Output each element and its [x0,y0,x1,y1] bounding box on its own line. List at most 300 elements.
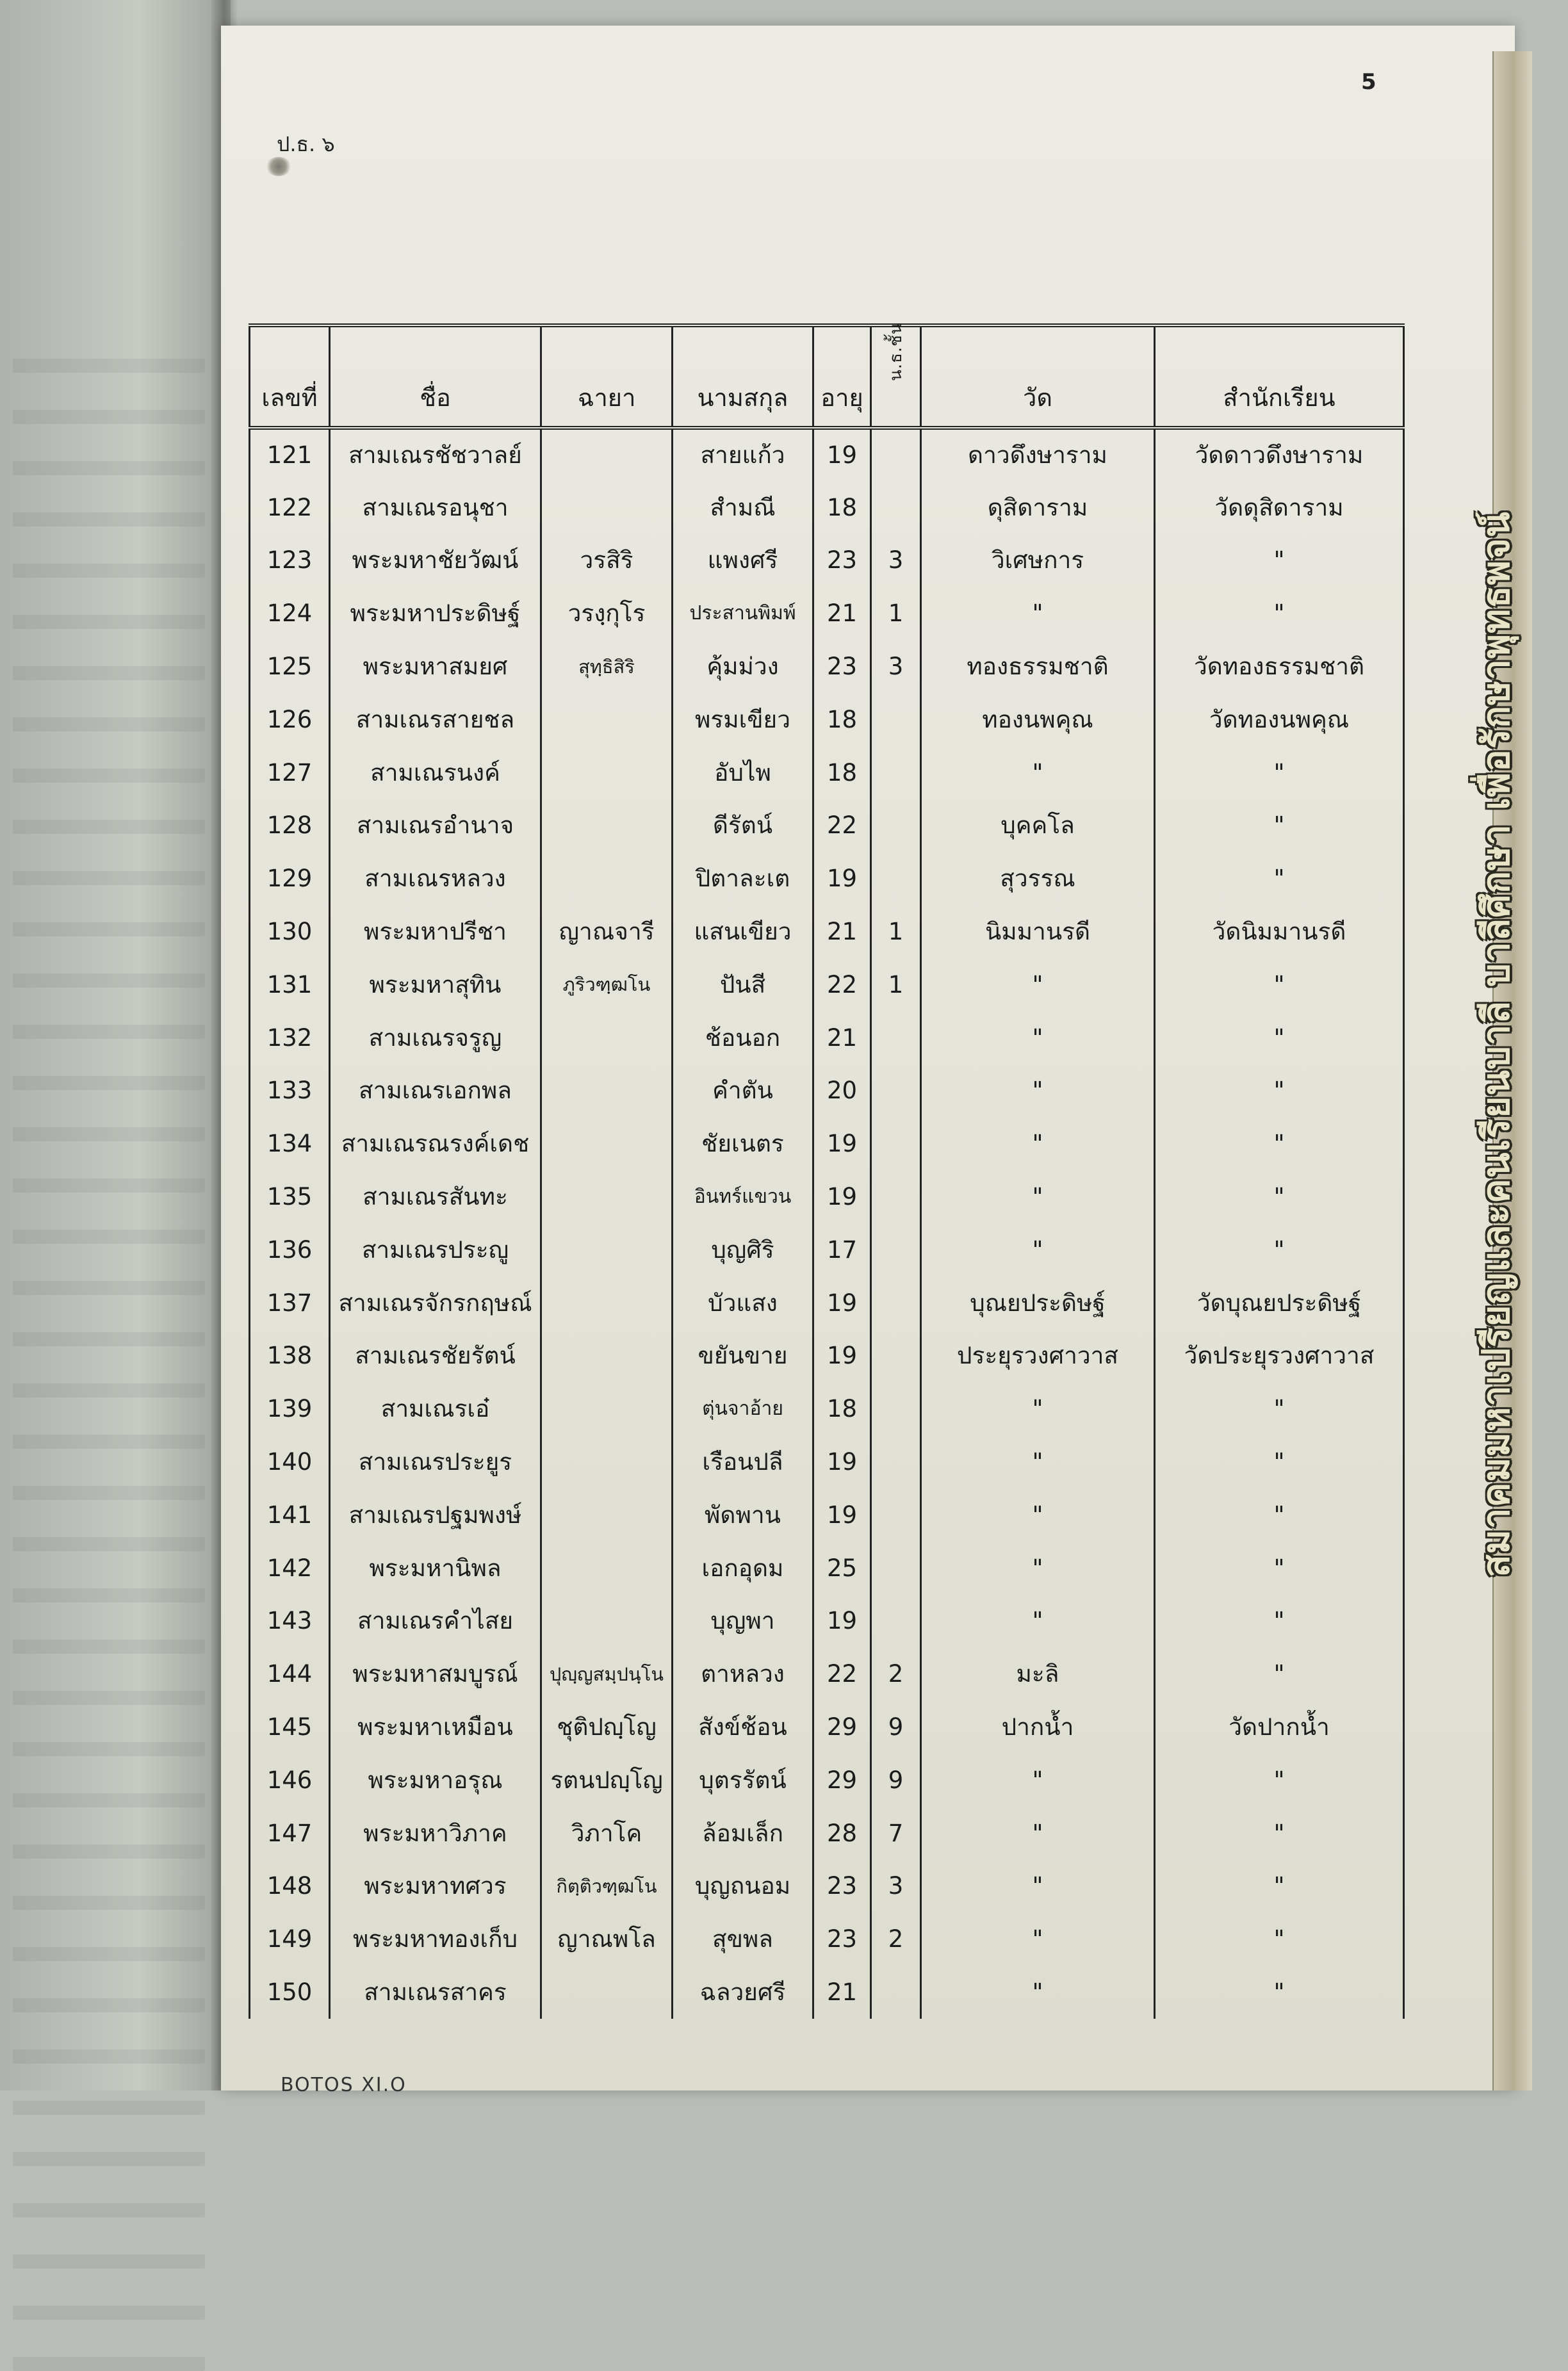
row-school: " [1155,1011,1404,1064]
row-nk-level [871,799,921,852]
row-age: 28 [813,1807,871,1860]
table-row [250,534,1404,587]
row-wat: " [921,1064,1155,1118]
row-number: 130 [250,905,330,958]
row-age: 22 [813,1647,871,1700]
header-age: อายุ [813,325,871,428]
row-wat: สุวรรณ [921,852,1155,905]
punch-hole-mark [266,157,291,176]
row-age: 21 [813,1966,871,2019]
row-surname: สุขพล [673,1912,813,1966]
row-wat: " [921,958,1155,1011]
facing-page-ghost-line [13,1230,205,1244]
row-name: สามเณรอนุชา [330,481,541,534]
results-table [249,323,1405,2019]
row-wat: " [921,1807,1155,1860]
facing-page-ghost-line [13,1383,205,1397]
row-nk-level: 1 [871,958,921,1011]
table-row [250,746,1404,799]
facing-page-ghost-line [13,2101,205,2115]
row-number: 124 [250,587,330,640]
row-chaya: สุทฺธิสิริ [541,640,673,693]
facing-page-ghost-line [13,1178,205,1193]
table-row [250,640,1404,693]
row-chaya: ชุติปญฺโญ [541,1700,673,1754]
table-row [250,852,1404,905]
row-nk-level: 2 [871,1912,921,1966]
row-surname: พรมเขียว [673,693,813,746]
facing-page-ghost-line [13,2152,205,2166]
row-number: 137 [250,1276,330,1330]
header-nk-level: น.ธ.ชั้น [871,325,921,428]
table-row [250,481,1404,534]
row-nk-level [871,1966,921,2019]
row-surname: บุญพา [673,1595,813,1648]
row-surname: ล้อมเล็ก [673,1807,813,1860]
table-row [250,1542,1404,1595]
facing-page-ghost-line [13,922,205,936]
row-number: 140 [250,1435,330,1488]
row-chaya [541,1117,673,1170]
row-chaya [541,1382,673,1435]
row-age: 18 [813,746,871,799]
header-name: ชื่อ [330,325,541,428]
row-name: สามเณรนงค์ [330,746,541,799]
row-school: วัดทองนพคุณ [1155,693,1404,746]
facing-page-ghost-line [13,461,205,475]
row-wat: " [921,1912,1155,1966]
row-surname: ตาหลวง [673,1647,813,1700]
row-surname: ตุ่นจาอ้าย [673,1382,813,1435]
row-school: " [1155,1807,1404,1860]
row-school: " [1155,746,1404,799]
row-name: สามเณรอำนาจ [330,799,541,852]
row-number: 146 [250,1754,330,1807]
row-name: สามเณรประญู [330,1223,541,1276]
row-wat: " [921,1860,1155,1913]
row-number: 128 [250,799,330,852]
row-school: " [1155,1170,1404,1223]
row-number: 131 [250,958,330,1011]
row-chaya [541,1595,673,1648]
row-chaya [541,693,673,746]
row-chaya [541,1223,673,1276]
row-name: พระมหาทศวร [330,1860,541,1913]
row-nk-level: 1 [871,587,921,640]
row-nk-level: 3 [871,534,921,587]
row-school: " [1155,1860,1404,1913]
table-row [250,1912,1404,1966]
facing-page-ghost-line [13,1640,205,1654]
row-age: 25 [813,1542,871,1595]
facing-page-ghost-line [13,666,205,680]
row-chaya: ญาณพโล [541,1912,673,1966]
facing-page-ghost-line [13,974,205,988]
row-wat: ทองธรรมชาติ [921,640,1155,693]
facing-page-ghost-line [13,1691,205,1705]
table-row [250,1807,1404,1860]
row-name: สามเณรเอกพล [330,1064,541,1118]
row-nk-level [871,852,921,905]
row-number: 126 [250,693,330,746]
row-nk-level [871,1117,921,1170]
table-row [250,587,1404,640]
facing-page-ghost-line [13,1998,205,2012]
table-row [250,1223,1404,1276]
row-nk-level [871,693,921,746]
row-nk-level [871,1595,921,1648]
row-name: พระมหาปรีชา [330,905,541,958]
row-chaya: วรสิริ [541,534,673,587]
row-school: วัดนิมมานรดี [1155,905,1404,958]
row-age: 23 [813,640,871,693]
row-age: 21 [813,1011,871,1064]
row-school: วัดทองธรรมชาติ [1155,640,1404,693]
row-chaya [541,746,673,799]
row-name: สามเณรเอ๋ [330,1382,541,1435]
row-surname: บุตรรัตน์ [673,1754,813,1807]
row-number: 121 [250,428,330,481]
facing-page-ghost-line [13,1281,205,1295]
row-age: 19 [813,1595,871,1648]
table-row [250,799,1404,852]
row-name: สามเณรประยูร [330,1435,541,1488]
row-chaya [541,428,673,481]
row-school: วัดปากน้ำ [1155,1700,1404,1754]
row-nk-level: 9 [871,1754,921,1807]
facing-page-ghost-line [13,1486,205,1500]
row-age: 18 [813,1382,871,1435]
row-number: 144 [250,1647,330,1700]
row-age: 22 [813,799,871,852]
row-age: 22 [813,958,871,1011]
row-name: พระมหานิพล [330,1542,541,1595]
table-row [250,1330,1404,1383]
facing-page-ghost-line [13,615,205,629]
facing-page-ghost-line [13,820,205,834]
row-surname: พัดพาน [673,1488,813,1542]
row-surname: คำตัน [673,1064,813,1118]
facing-page-ghost-line [13,2049,205,2064]
row-wat: " [921,1170,1155,1223]
row-chaya: วรงฺกุโร [541,587,673,640]
facing-page-ghost-line [13,2203,205,2217]
row-number: 139 [250,1382,330,1435]
row-surname: ปันสี [673,958,813,1011]
facing-page-ghost-line [13,1435,205,1449]
row-surname: บุญศิริ [673,1223,813,1276]
row-age: 19 [813,1330,871,1383]
row-school: " [1155,1117,1404,1170]
row-wat: วิเศษการ [921,534,1155,587]
row-school: " [1155,1966,1404,2019]
facing-page-ghost-line [13,512,205,526]
row-nk-level: 9 [871,1700,921,1754]
row-school: วัดดุสิดาราม [1155,481,1404,534]
row-school: " [1155,1488,1404,1542]
table-row [250,1700,1404,1754]
row-surname: สังข์ช้อน [673,1700,813,1754]
row-wat: " [921,1966,1155,2019]
row-nk-level [871,481,921,534]
row-chaya [541,1011,673,1064]
table-row [250,1488,1404,1542]
row-nk-level [871,1488,921,1542]
row-name: สามเณรชัชวาลย์ [330,428,541,481]
row-school: " [1155,799,1404,852]
row-school: " [1155,1912,1404,1966]
row-school: " [1155,1382,1404,1435]
row-school: " [1155,1754,1404,1807]
table-row [250,958,1404,1011]
row-wat: " [921,587,1155,640]
row-school: " [1155,1064,1404,1118]
table-row [250,1595,1404,1648]
table-row [250,1860,1404,1913]
row-school: " [1155,958,1404,1011]
row-age: 19 [813,1488,871,1542]
facing-page-ghost-line [13,1947,205,1961]
header-chaya: ฉายา [541,325,673,428]
row-name: พระมหาเหมือน [330,1700,541,1754]
row-number: 138 [250,1330,330,1383]
row-surname: แพงศรี [673,534,813,587]
facing-page-ghost-line [13,564,205,578]
row-number: 149 [250,1912,330,1966]
row-nk-level [871,746,921,799]
row-nk-level [871,1330,921,1383]
row-chaya: ภูริวฑฺฒโน [541,958,673,1011]
row-surname: บุญถนอม [673,1860,813,1913]
table-row [250,693,1404,746]
row-name: สามเณรสาคร [330,1966,541,2019]
row-school: " [1155,1223,1404,1276]
row-chaya [541,852,673,905]
row-chaya: กิตฺติวฑฺฒโน [541,1860,673,1913]
row-name: พระมหาสมยศ [330,640,541,693]
table-row [250,1170,1404,1223]
row-name: สามเณรณรงค์เดช [330,1117,541,1170]
row-surname: คุ้มม่วง [673,640,813,693]
row-school: " [1155,1542,1404,1595]
table-row [250,1435,1404,1488]
row-school: " [1155,1595,1404,1648]
row-surname: ปิตาละเต [673,852,813,905]
row-name: สามเณรปฐมพงษ์ [330,1488,541,1542]
row-nk-level [871,1542,921,1595]
row-number: 125 [250,640,330,693]
row-age: 19 [813,1170,871,1223]
row-chaya [541,1966,673,2019]
row-name: สามเณรสันทะ [330,1170,541,1223]
row-nk-level [871,1435,921,1488]
row-surname: อับไพ [673,746,813,799]
facing-page-ghost-line [13,1537,205,1551]
row-school: วัดบุณยประดิษฐ์ [1155,1276,1404,1330]
facing-page-ghost-line [13,2254,205,2269]
row-chaya [541,1330,673,1383]
row-name: สามเณรจรูญ [330,1011,541,1064]
row-school: " [1155,1435,1404,1488]
row-name: พระมหาวิภาค [330,1807,541,1860]
row-name: สามเณรชัยรัตน์ [330,1330,541,1383]
row-surname: แสนเขียว [673,905,813,958]
row-number: 136 [250,1223,330,1276]
row-name: สามเณรคำไสย [330,1595,541,1648]
row-name: สามเณรจักรกฤษณ์ [330,1276,541,1330]
row-nk-level [871,1064,921,1118]
row-nk-level [871,428,921,481]
row-nk-level: 3 [871,1860,921,1913]
row-number: 135 [250,1170,330,1223]
row-name: สามเณรสายชล [330,693,541,746]
table-row [250,1011,1404,1064]
row-wat: นิมมานรดี [921,905,1155,958]
row-wat: ดาวดึงษาราม [921,428,1155,481]
row-surname: เอกอุดม [673,1542,813,1595]
row-age: 18 [813,693,871,746]
row-chaya: ปุญฺญสมฺปนฺโน [541,1647,673,1700]
row-wat: ประยุรวงศาวาส [921,1330,1155,1383]
row-surname: ชัยเนตร [673,1117,813,1170]
table-header-row [250,325,1404,428]
footer-fragment: BOTOS XI.O [281,2074,407,2096]
row-name: พระมหาทองเก็บ [330,1912,541,1966]
row-wat: " [921,1488,1155,1542]
table-row [250,1754,1404,1807]
row-surname: บัวแสง [673,1276,813,1330]
header-wat: วัด [921,325,1155,428]
row-name: พระมหาสมบูรณ์ [330,1647,541,1700]
row-number: 147 [250,1807,330,1860]
row-nk-level [871,1011,921,1064]
row-wat: " [921,1011,1155,1064]
row-number: 141 [250,1488,330,1542]
row-surname: เรือนปลี [673,1435,813,1488]
row-school: วัดประยุรวงศาวาส [1155,1330,1404,1383]
row-chaya [541,1488,673,1542]
row-age: 19 [813,852,871,905]
row-wat: ปากน้ำ [921,1700,1155,1754]
row-wat: บุณยประดิษฐ์ [921,1276,1155,1330]
facing-page-ghost-line [13,1332,205,1346]
row-surname: ช้อนอก [673,1011,813,1064]
facing-page-ghost-line [13,2306,205,2320]
table-row [250,1966,1404,2019]
facing-page-ghost-line [13,2357,205,2371]
row-surname: ขยันขาย [673,1330,813,1383]
row-nk-level [871,1382,921,1435]
row-surname: ดีรัตน์ [673,799,813,852]
table-row [250,1117,1404,1170]
row-number: 133 [250,1064,330,1118]
watermark: สมาคมมหาเปรียญและคนเรียนบาลี บาลีศึกษา เพื่อรักษาพุทธพจน์ [1474,510,1518,1577]
facing-page-ghost-line [13,410,205,424]
row-wat: ดุสิดาราม [921,481,1155,534]
row-surname: ฉลวยศรี [673,1966,813,2019]
table-row [250,428,1404,481]
row-age: 23 [813,1860,871,1913]
row-number: 148 [250,1860,330,1913]
row-number: 143 [250,1595,330,1648]
form-code: ป.ธ. ๖ [277,132,335,156]
table-row [250,905,1404,958]
row-wat: ทองนพคุณ [921,693,1155,746]
facing-page-ghost-line [13,1076,205,1090]
facing-page-ghost-line [13,871,205,885]
row-nk-level: 1 [871,905,921,958]
row-wat: " [921,1223,1155,1276]
row-number: 150 [250,1966,330,2019]
row-wat: " [921,1754,1155,1807]
row-wat: " [921,746,1155,799]
row-wat: มะลิ [921,1647,1155,1700]
row-age: 23 [813,534,871,587]
row-school: " [1155,852,1404,905]
row-age: 17 [813,1223,871,1276]
row-nk-level: 3 [871,640,921,693]
row-school: " [1155,587,1404,640]
facing-page-ghost-line [13,359,205,373]
row-number: 132 [250,1011,330,1064]
row-wat: " [921,1435,1155,1488]
row-nk-level [871,1276,921,1330]
row-wat: " [921,1595,1155,1648]
header-school: สำนักเรียน [1155,325,1404,428]
row-chaya [541,799,673,852]
row-wat: บุคคโล [921,799,1155,852]
row-age: 19 [813,1276,871,1330]
table-row [250,1382,1404,1435]
row-name: พระมหาสุทิน [330,958,541,1011]
row-age: 21 [813,905,871,958]
row-chaya [541,1064,673,1118]
row-surname: สำมณี [673,481,813,534]
facing-page-ghost-line [13,1127,205,1141]
row-number: 134 [250,1117,330,1170]
table-row [250,1647,1404,1700]
page-number: 5 [1361,69,1376,95]
row-nk-level [871,1170,921,1223]
facing-page-ghost-line [13,1742,205,1756]
row-name: พระมหาอรุณ [330,1754,541,1807]
row-number: 142 [250,1542,330,1595]
facing-page-ghost-line [13,1845,205,1859]
row-age: 23 [813,1912,871,1966]
header-surname: นามสกุล [673,325,813,428]
row-number: 123 [250,534,330,587]
row-number: 127 [250,746,330,799]
row-school: วัดดาวดึงษาราม [1155,428,1404,481]
row-chaya [541,1276,673,1330]
facing-page-ghost-line [13,769,205,783]
row-nk-level: 7 [871,1807,921,1860]
row-wat: " [921,1542,1155,1595]
row-age: 19 [813,1117,871,1170]
facing-page-ghost-line [13,1793,205,1807]
row-chaya: วิภาโค [541,1807,673,1860]
facing-page-ghost-line [13,1588,205,1602]
row-number: 145 [250,1700,330,1754]
facing-page-ghost-line [13,1025,205,1039]
row-nk-level: 2 [871,1647,921,1700]
row-wat: " [921,1117,1155,1170]
row-number: 129 [250,852,330,905]
table-row [250,1276,1404,1330]
row-chaya: ญาณจารี [541,905,673,958]
row-surname: ประสานพิมพ์ [673,587,813,640]
row-age: 18 [813,481,871,534]
